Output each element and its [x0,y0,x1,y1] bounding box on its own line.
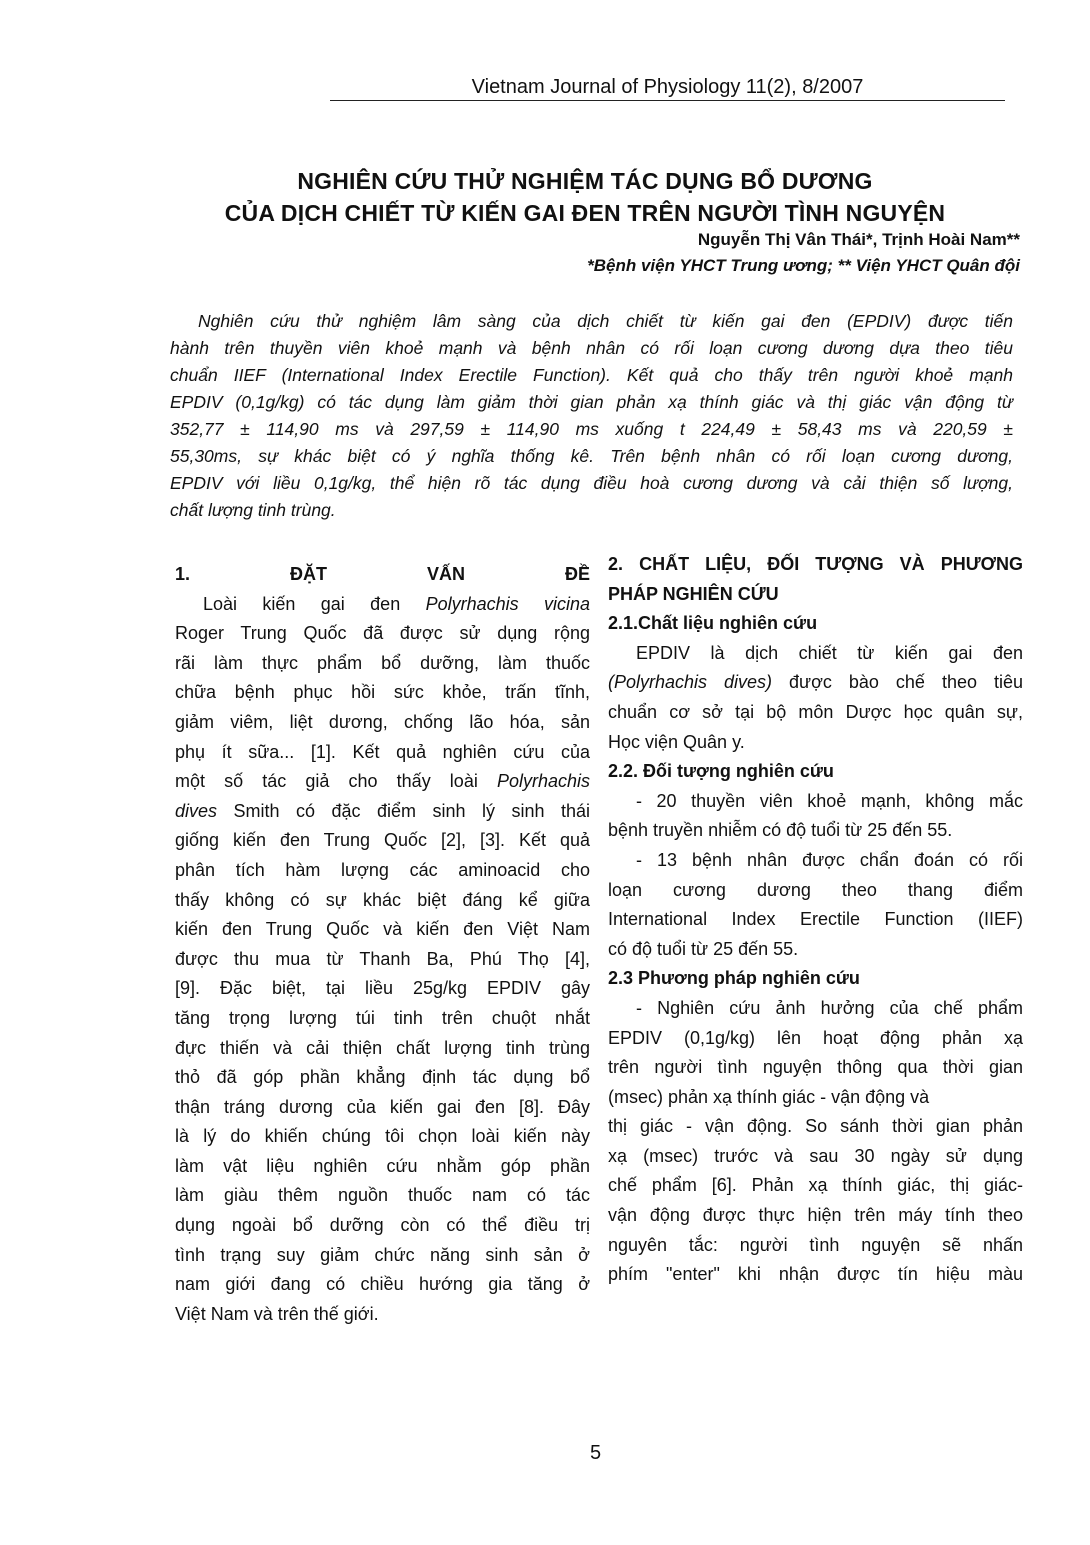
body-line [175,1211,590,1241]
text-span: 1. ĐẶT VẤN ĐỀ [175,564,590,584]
body-line [175,767,590,797]
body-line [175,915,590,945]
text-span: - Nghiên cứu ảnh hưởng của chế phẩm [636,997,1023,1018]
text-span: Việt Nam và trên thế giới. [175,1303,379,1324]
text-span: làm vật liệu nghiên cứu nhằm góp phần [175,1155,590,1176]
body-line [175,826,590,856]
text-span: có độ tuổi từ 25 đến 55. [608,938,799,959]
section-heading [608,964,1023,994]
body-line [608,935,1023,965]
text-span: vận động được thực hiện trên máy tính theo [608,1205,1023,1226]
text-span: giống kiến đen Trung Quốc [2], [3]. Kết quả [175,830,590,851]
text-span: phím "enter" khi nhận được tín hiệu màu [608,1264,1023,1285]
body-line [608,1231,1023,1261]
italic-text: dives [175,800,218,821]
abstract [170,308,1013,524]
text-span: EPDIV là dịch chiết từ kiến gai đen [636,642,1023,663]
body-line [175,678,590,708]
body-line [175,619,590,649]
paper-title-line-1: NGHIÊN CỨU THỬ NGHIỆM TÁC DỤNG BỔ DƯƠNG [297,168,873,194]
text-span: thỏ đã góp phần khẳng định tác dụng bổ [175,1067,590,1088]
text-span: Roger Trung Quốc đã được sử dụng rộng [175,623,590,644]
body-line [608,1260,1023,1290]
text-span: chế phẩm [6]. Phản xạ thính giác, thị giác- [608,1175,1023,1196]
abstract-line: 352,77 ± 114,90 ms và 297,59 ± 114,90 ms xuống t 224,49 ± 58,43 ms và 220,59 ± [170,419,1013,439]
text-span: - 20 thuyền viên khoẻ mạnh, không mắc [636,790,1023,811]
body-line [608,1083,1023,1113]
text-span: loạn cương dương theo thang điểm [608,879,1023,900]
body-line [608,1112,1023,1142]
section-heading [175,560,590,590]
body-line [175,1270,590,1300]
body-line [608,698,1023,728]
text-span: là lý do khiến chúng tôi chọn loài kiến này [175,1126,590,1147]
text-span: - 13 bệnh nhân được chẩn đoán có rối [636,849,1023,870]
body-line [175,708,590,738]
text-span: chữa bệnh phục hồi sức khỏe, trấn tĩnh, [175,682,590,703]
text-span: (msec) phản xạ thính giác - vận động và [608,1086,930,1107]
header-rule [330,100,1005,101]
text-span: làm giàu thêm nguồn thuốc nam có tác [175,1185,590,1206]
text-span: đực thiến và cải thiện chất lượng tinh trùng [175,1037,590,1058]
text-span: nam giới đang có chiều hướng gia tăng ở [175,1274,590,1295]
section-heading [608,580,1023,610]
text-span: chuẩn cơ sở tại bộ môn Dược học quân sự, [608,701,1023,722]
body-line [608,994,1023,1024]
journal-header: Vietnam Journal of Physiology 11(2), 8/2007 [471,76,864,98]
body-line [175,856,590,886]
page-number: 5 [590,1442,602,1464]
affiliations: *Bệnh viện YHCT Trung ương; ** Viện YHCT Quân đội [587,256,1020,275]
italic-text: Polyrhachis [496,771,590,792]
body-line [608,816,1023,846]
text-span: 2.2. Đối tượng nghiên cứu [608,761,834,782]
body-line [608,1053,1023,1083]
abstract-line: EPDIV với liều 0,1g/kg, thể hiện rõ tác dụng điều hoà cương dương và cải thiện số lượng, [170,473,1013,493]
body-line [175,1300,590,1330]
body-line [608,876,1023,906]
text-span: trên người tình nguyện thông qua thời gian [608,1057,1023,1078]
italic-text: (Polyrhachis dives) [608,672,773,693]
body-line [175,1122,590,1152]
text-span: Loài kiến gai đen [203,593,426,614]
italic-text: Polyrhachis vicina [425,593,591,614]
body-line [175,1241,590,1271]
body-line [175,945,590,975]
text-span: International Index Erectile Function (IIEF) [608,909,1023,930]
text-span: kiến đen Trung Quốc và kiến đen Việt Nam [175,919,590,940]
text-span: nguyên tắc: người tình nguyện sẽ nhấn [608,1234,1023,1255]
text-span: bệnh truyền nhiễm có độ tuổi từ 25 đến 55. [608,820,953,841]
body-line [608,1142,1023,1172]
body-line [175,1004,590,1034]
text-span: một số tác giả cho thấy loài [175,771,497,792]
text-span: dụng ngoài bổ dưỡng còn có thể điều trị [175,1215,590,1236]
body-line [608,1201,1023,1231]
text-span: được thu mua từ Thanh Ba, Phú Thọ [4], [175,948,590,969]
authors: Nguyễn Thị Vân Thái*, Trịnh Hoài Nam** [697,230,1020,249]
text-span: phân tích hàm lượng các aminoacid cho [175,859,590,880]
text-span: 2.1.Chất liệu nghiên cứu [608,613,818,634]
body-line [175,974,590,1004]
body-line [175,1093,590,1123]
text-span: [9]. Đặc biệt, tại liều 25g/kg EPDIV gây [175,978,590,999]
text-span: tăng trọng lượng túi tinh trên chuột nhắt [175,1007,590,1028]
body-line [175,649,590,679]
body-line [608,728,1023,758]
body-line [608,787,1023,817]
text-span: giảm viêm, liệt dương, chống lão hóa, sản [175,711,590,732]
body-line [175,1181,590,1211]
text-span: thấy không có sự khác biệt đáng kể giữa [175,889,590,910]
abstract-line: Nghiên cứu thử nghiệm lâm sàng của dịch chiết từ kiến gai đen (EPDIV) được tiến [198,311,1013,331]
body-line [175,797,590,827]
text-span: PHÁP NGHIÊN CỨU [608,583,779,604]
text-span: Học viện Quân y. [608,731,745,752]
abstract-line: 55,30ms, sự khác biệt có ý nghĩa thống kê. Trên bệnh nhân có rối loạn cương dương, [170,446,1013,466]
text-span: 2. CHẤT LIỆU, ĐỐI TƯỢNG VÀ PHƯƠNG [608,554,1023,574]
text-span: rãi làm thực phẩm bổ dưỡng, làm thuốc [175,652,590,673]
right-column [608,550,1023,1290]
text-span: thận tráng dương của kiến gai đen [8]. Đây [175,1096,590,1117]
body-line [608,1024,1023,1054]
paper-title-line-2: CỦA DỊCH CHIẾT TỪ KIẾN GAI ĐEN TRÊN NGƯỜI TÌNH NGUYỆN [224,200,946,226]
abstract-line: chất lượng tinh trùng. [170,500,336,520]
section-heading [608,550,1023,580]
body-line [175,1063,590,1093]
section-heading [608,609,1023,639]
body-line [608,668,1023,698]
text-span: Smith có đặc điểm sinh lý sinh thái [217,800,590,821]
body-line [608,905,1023,935]
body-line [608,846,1023,876]
body-line [608,1171,1023,1201]
text-span: xạ (msec) trước và sau 30 ngày sử dụng [608,1145,1023,1166]
abstract-line: hành trên thuyền viên khoẻ mạnh và bệnh nhân có rối loạn cương dương dựa theo tiêu [170,338,1013,358]
text-span: 2.3 Phương pháp nghiên cứu [608,968,860,989]
section-heading [608,757,1023,787]
text-span: được bào chế theo tiêu [772,672,1023,693]
body-line [175,738,590,768]
left-column [175,560,590,1329]
text-span: thị giác - vận động. So sánh thời gian phản [608,1116,1023,1137]
text-span: tình trạng suy giảm chức năng sinh sản ở [175,1244,590,1265]
abstract-line: chuẩn IIEF (International Index Erectile Function). Kết quả cho thấy trên người khoẻ mạnh [170,365,1013,385]
abstract-line: EPDIV (0,1g/kg) có tác dụng làm giảm thời gian phản xạ thính giác và thị giác vận động từ [170,392,1013,412]
body-line [175,590,590,620]
text-span: phụ ít sữa... [1]. Kết quả nghiên cứu của [175,741,590,762]
body-line [608,639,1023,669]
text-span: EPDIV (0,1g/kg) lên hoạt động phản xạ [608,1027,1023,1048]
body-line [175,1034,590,1064]
body-line [175,1152,590,1182]
body-line [175,886,590,916]
